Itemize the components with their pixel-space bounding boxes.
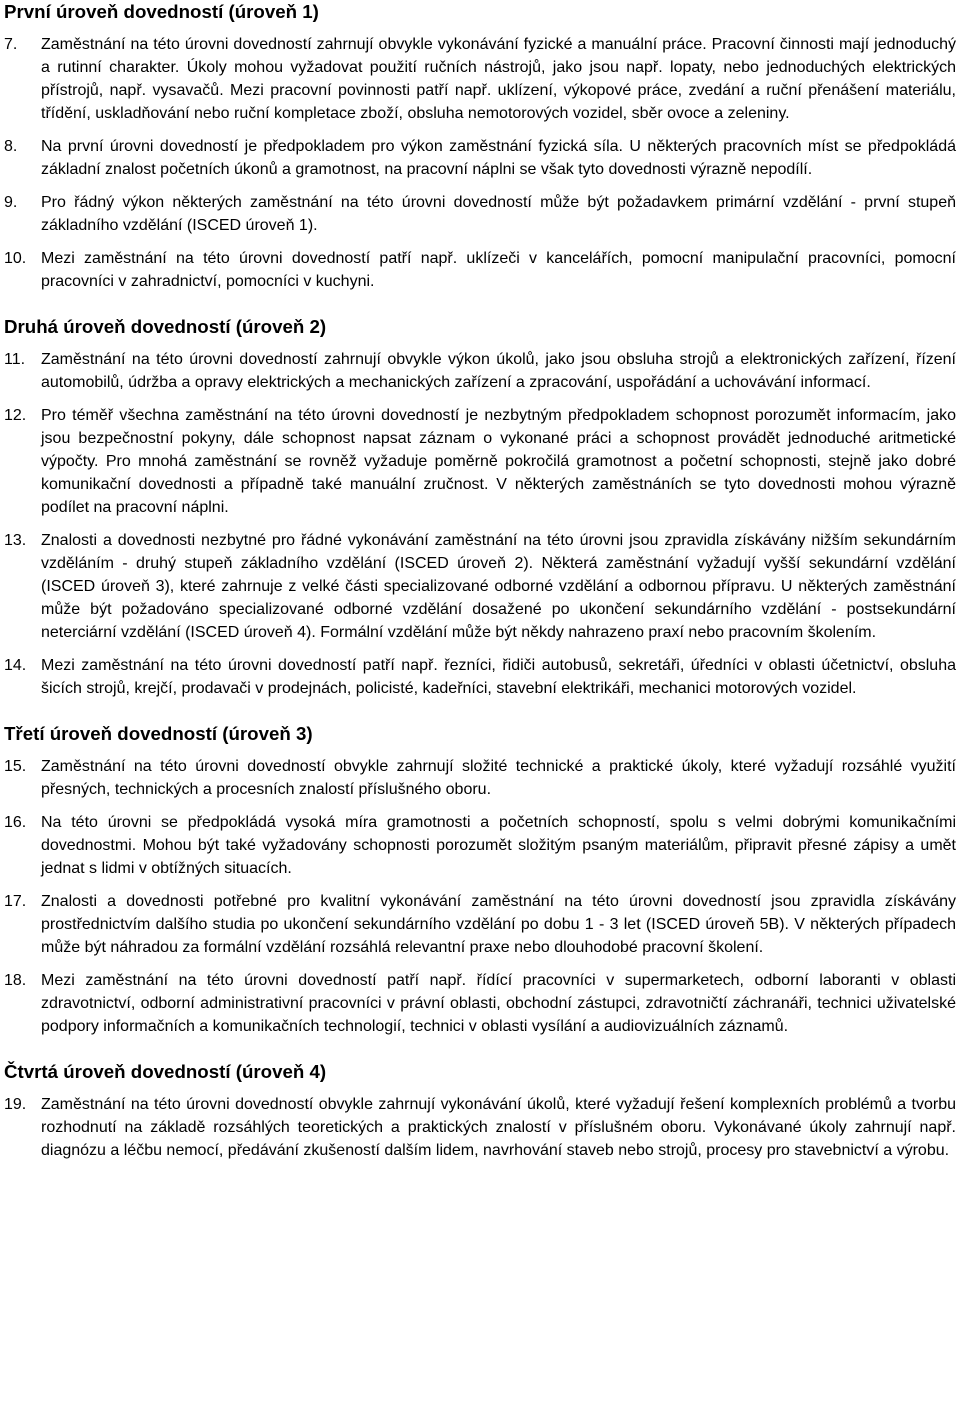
item-text: Mezi zaměstnání na této úrovni dovedností patří např. řídící pracovníci v supermarketech, odborní laboranti v oblasti zdravotnictví, odborní administrativní pracovníci v právní oblasti, obchodní zástupci, zdravotničtí záchranáři, technici uživatelské podpory informačních a komunikačních technologií, technici v oblasti vysílání a audiovizuálních záznamů. [41,972,956,1035]
item-number: 11. [4,351,26,368]
list-item [4,811,956,880]
item-number: 14. [4,657,27,674]
item-number: 13. [4,532,27,549]
item-text: Mezi zaměstnání na této úrovni dovedností patří např. řezníci, řidiči autobusů, sekretáři, úředníci v oblasti účetnictví, obsluha šicích strojů, krejčí, prodavači v prodejnách, policisté, kadeřníci, stavební elektrikáři, mechanici motorových vozidel. [41,657,956,697]
item-text: Mezi zaměstnání na této úrovni dovedností patří např. uklízeči v kancelářích, pomocní manipulační pracovníci, pomocní pracovníci v zahradnictví, pomocníci v kuchyni. [41,250,956,290]
item-text: Znalosti a dovednosti nezbytné pro řádné vykonávání zaměstnání na této úrovni jsou zpravidla získávány nižším sekundárním vzděláním - druhý stupeň základního vzdělání (ISCED úroveň 2). Některá zaměstnání vyžadují vyšší sekundární vzdělání (ISCED úroveň 3), které zahrnuje z velké části specializované odborné vzdělání a odbornou přípravu. U některých zaměstnání může být požadováno specializované odborné vzdělání dosažené po ukončení sekundárního vzdělání - postsekundární neterciární vzdělání (ISCED úroveň 4). Formální vzdělání může být někdy nahrazeno praxí nebo pracovním školením. [41,532,956,641]
item-number: 8. [4,138,18,155]
item-number: 17. [4,893,27,910]
list-item [4,404,956,519]
document-page [4,0,956,1162]
item-text: Pro řádný výkon některých zaměstnání na této úrovni dovedností může být požadavkem primární vzdělání - první stupeň základního vzdělání (ISCED úroveň 1). [41,194,956,234]
item-text: Zaměstnání na této úrovni dovedností zahrnují obvykle vykonávání fyzické a manuální práce. Pracovní činnosti mají jednoduchý a rutinní charakter. Úkoly mohou vyžadovat použití ručních nástrojů, jako jsou např. lopaty, nebo jednoduchých elektrických přístrojů, např. vysavačů. Mezi pracovní povinnosti patří např. uklízení, výkopové práce, zvedání a ruční přenášení materiálu, třídění, uskladňování nebo ruční kompletace zboží, obsluha nemotorových vozidel, sběr ovoce a zeleniny. [41,36,956,122]
list-item [4,755,956,801]
item-number: 9. [4,194,18,211]
item-number: 19. [4,1096,27,1113]
section-heading: Třetí úroveň dovedností (úroveň 3) [4,723,313,744]
list-item [4,1093,956,1162]
item-number: 15. [4,758,27,775]
list-item [4,654,956,700]
item-text: Zaměstnání na této úrovni dovedností obvykle zahrnují složité technické a praktické úkoly, které vyžadují rozsáhlé využití přesných, technických a procesních znalostí příslušného oboru. [41,758,956,798]
item-number: 10. [4,250,27,267]
item-text: Zaměstnání na této úrovni dovedností obvykle zahrnují vykonávání úkolů, které vyžadují řešení komplexních problémů a tvorbu rozhodnutí na základě rozsáhlých teoretických a praktických znalostí v příslušném oboru. Vykonávané úkoly zahrnují např. diagnózu a léčbu nemocí, předávání zkušeností dalším lidem, navrhování staveb nebo strojů, procesy pro stavebnictví a výrobu. [41,1096,956,1159]
item-number: 12. [4,407,27,424]
item-number: 16. [4,814,27,831]
item-text: Pro téměř všechna zaměstnání na této úrovni dovedností je nezbytným předpokladem schopnost porozumět informacím, jako jsou bezpečnostní pokyny, dále schopnost napsat záznam o vykonané práci a schopnost provádět jednoduché aritmetické výpočty. Pro mnohá zaměstnání se rovněž vyžaduje poměrně pokročilá gramotnost a početní schopnosti, stejně jako dobré komunikační dovednosti a případně také manuální zručnost. V některých zaměstnáních se tyto dovednosti mohou výrazně podílet na pracovní náplni. [41,407,956,516]
list-item [4,890,956,959]
section-heading: Čtvrtá úroveň dovedností (úroveň 4) [4,1061,327,1082]
item-number: 18. [4,972,27,989]
list-item [4,529,956,644]
list-item [4,247,956,293]
list-item [4,348,956,394]
item-text: Na první úrovni dovedností je předpokladem pro výkon zaměstnání fyzická síla. U některých pracovních míst se předpokládá základní znalost početních úkonů a gramotnost, na pracovní náplni se však tyto dovednosti výrazně nepodílí. [41,138,956,178]
list-item [4,191,956,237]
section-heading: První úroveň dovedností (úroveň 1) [4,1,319,22]
section-heading: Druhá úroveň dovedností (úroveň 2) [4,316,327,337]
item-text: Zaměstnání na této úrovni dovedností zahrnují obvykle výkon úkolů, jako jsou obsluha strojů a elektronických zařízení, řízení automobilů, údržba a opravy elektrických a mechanických zařízení a zpracování, uspořádání a uchovávání informací. [41,351,956,391]
item-number: 7. [4,36,18,53]
item-text: Na této úrovni se předpokládá vysoká míra gramotnosti a početních schopností, spolu s velmi dobrými komunikačními dovednostmi. Mohou být také vyžadovány schopnosti porozumět složitým psaným materiálům, připravit přesné zápisy a umět jednat s lidmi v obtížných situacích. [41,814,956,877]
list-item [4,969,956,1038]
item-text: Znalosti a dovednosti potřebné pro kvalitní vykonávání zaměstnání na této úrovni dovedností jsou zpravidla získávány prostřednictvím dalšího studia po ukončení sekundárního vzdělání po dobu 1 - 3 let (ISCED úroveň 5B). V některých případech může být náhradou za formální vzdělání rozsáhlá relevantní praxe nebo dlouhodobé pracovní školení. [41,893,956,956]
list-item [4,33,956,125]
list-item [4,135,956,181]
